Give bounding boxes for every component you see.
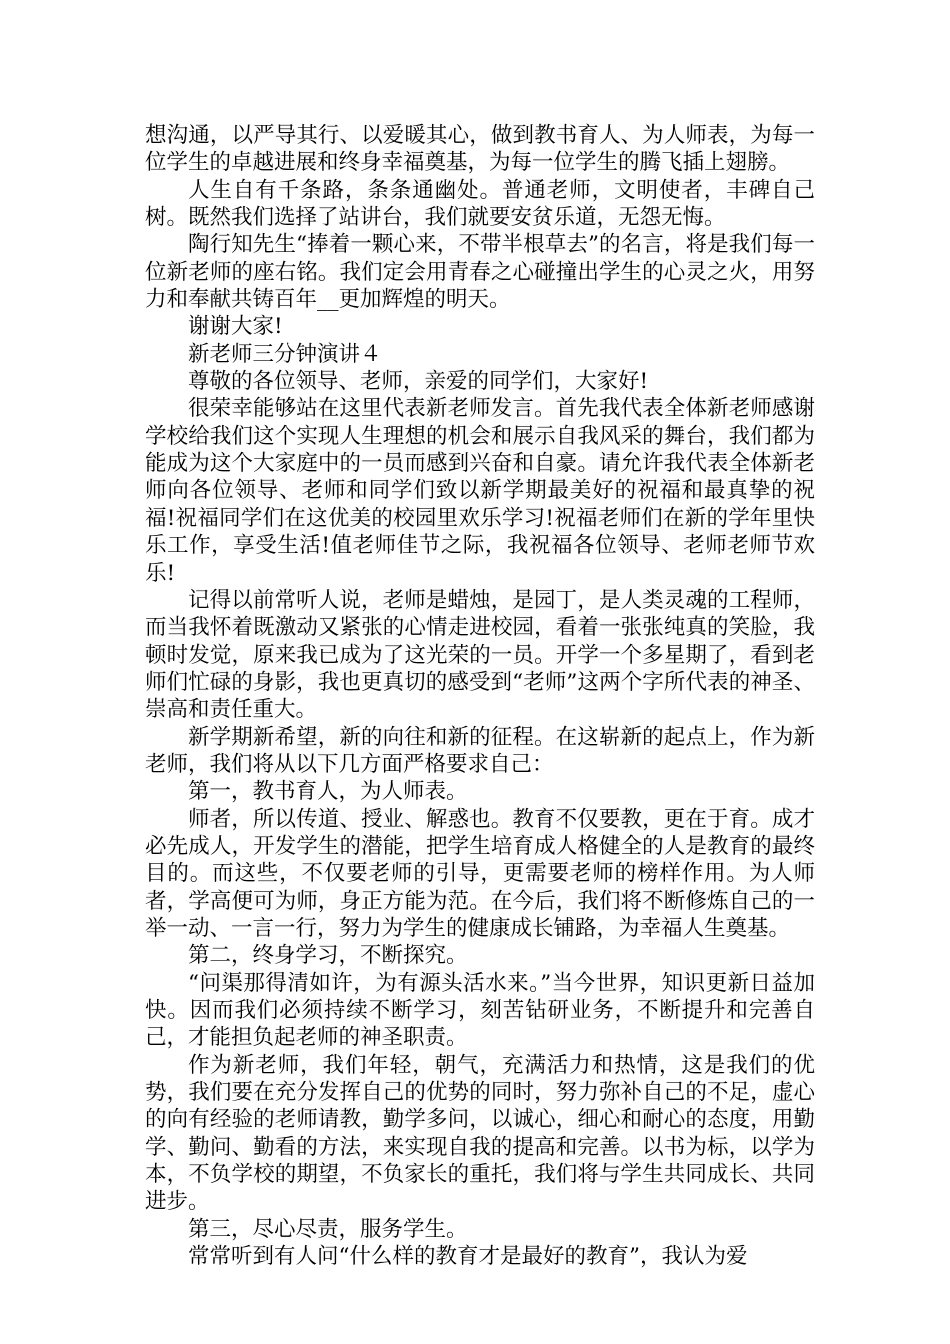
paragraph-7: 很荣幸能够站在这里代表新老师发言。首先我代表全体新老师感谢学校给我们这个实现人生理想的机会和展示自我风采的舞台，我们都为能成为这个大家庭中的一员而感到兴奋和自豪。请允许我代表全体新老师向各位领导、老师和同学们致以新学期最美好的祝福和最真挚的祝福!祝福同学们在这优美的校园里欢乐学习!祝福老师们在新的学年里快乐工作，享受生活!值老师佳节之际，我祝福各位领导、老师老师节欢乐! xyxy=(145,396,815,586)
paragraph-14: 作为新老师，我们年轻，朝气，充满活力和热情，这是我们的优势，我们要在充分发挥自己的优势的同时，努力弥补自己的不足，虚心的向有经验的老师请教，勤学多问，以诚心，细心和耐心的态度，用勤学、勤问、勤看的方法，来实现自我的提高和完善。以书为标，以学为本，不负学校的期望，不负家长的重托，我们将与学生共同成长、共同进步。 xyxy=(145,1052,815,1215)
paragraph-9: 新学期新希望，新的向往和新的征程。在这崭新的起点上，作为新老师，我们将从以下几方面严格要求自己： xyxy=(145,724,815,777)
paragraph-13: “问渠那得清如许，为有源头活水来。”当今世界，知识更新日益加快。因而我们必须持续不断学习，刻苦钻研业务，不断提升和完善自己，才能担负起老师的神圣职责。 xyxy=(145,970,815,1051)
point-3-heading: 第三，尽心尽责，服务学生。 xyxy=(188,1216,468,1242)
paragraph-11: 师者，所以传道、授业、解惑也。教育不仅要教，更在于育。成才必先成人，开发学生的潜能，把学生培育成人格健全的人是教育的最终目的。而这些，不仅要老师的引导，更需要老师的榜样作用。为人师者，学高便可为师，身正方能为范。在今后，我们将不断修炼自己的一举一动、一言一行，努力为学生的健康成长铺路，为幸福人生奠基。 xyxy=(145,806,815,941)
paragraph-3: 陶行知先生“捧着一颗心来，不带半根草去”的名言，将是我们每一位新老师的座右铭。我们定会用青春之心碰撞出学生的心灵之火，用努力和奉献共铸百年__更加辉煌的明天。 xyxy=(145,232,815,313)
paragraph-8: 记得以前常听人说，老师是蜡烛，是园丁，是人类灵魂的工程师，而当我怀着既激动又紧张的心情走进校园，看着一张张纯真的笑脸，我顿时发觉，原来我已成为了这光荣的一员。开学一个多星期了，看到老师们忙碌的身影，我也更真切的感受到“老师”这两个字所代表的神圣、崇高和责任重大。 xyxy=(145,587,815,723)
section-heading: 新老师三分钟演讲４ xyxy=(188,341,382,367)
document-body xyxy=(145,122,815,1270)
point-2-heading: 第二，终身学习，不断探究。 xyxy=(188,943,468,969)
greeting: 尊敬的各位领导、老师，亲爱的同学们，大家好! xyxy=(188,369,649,395)
point-1-heading: 第一，教书育人，为人师表。 xyxy=(188,779,468,805)
closing-thanks: 谢谢大家! xyxy=(188,314,283,340)
paragraph-16: 常常听到有人问“什么样的教育才是最好的教育”，我认为爱 xyxy=(188,1244,748,1270)
paragraph-2: 人生自有千条路，条条通幽处。普通老师，文明使者，丰碑自己树。既然我们选择了站讲台，我们就要安贫乐道，无怨无悔。 xyxy=(145,177,815,231)
paragraph-1: 想沟通，以严导其行、以爱暖其心，做到教书育人、为人师表，为每一位学生的卓越进展和终身幸福奠基，为每一位学生的腾飞插上翅膀。 xyxy=(145,123,815,176)
